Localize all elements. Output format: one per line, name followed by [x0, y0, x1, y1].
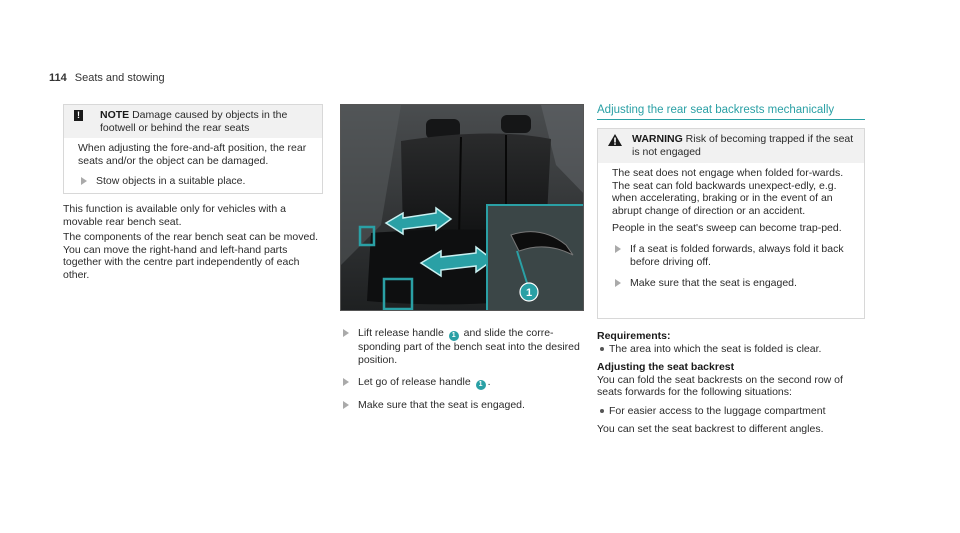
backrest-heading: Adjusting the seat backrest: [597, 361, 735, 373]
bullet-icon: [600, 347, 604, 351]
warning-body: [598, 163, 864, 290]
note-header: [64, 105, 322, 138]
note-step: [78, 175, 314, 188]
note-paragraph: When adjusting the fore-and-aft position, the rear seats and/or the object can be damaged.: [78, 142, 307, 167]
section-title: Adjusting the rear seat backrests mechanically: [597, 104, 865, 120]
warning-step1-text: If a seat is folded forwards, always fold it back before driving off.: [630, 242, 844, 268]
warning-step2-text: Make sure that the seat is engaged.: [630, 276, 797, 289]
intro-paragraph-2: The components of the rear bench seat can be moved. You can move the right-hand and left-hand parts together with the centre part independently of each other.: [63, 231, 319, 281]
warning-box: [597, 128, 865, 319]
step1-text-a: Lift release handle: [358, 327, 444, 339]
requirements-item: [597, 343, 867, 356]
arrow-icon: [343, 378, 349, 386]
headrest-right: [501, 115, 531, 133]
note-label: NOTE: [100, 109, 130, 121]
bullet-icon: [600, 409, 604, 413]
arrow-icon: [615, 245, 621, 253]
warning-paragraph-2: People in the seat's sweep can become trap-ped.: [612, 222, 842, 234]
arrow-icon: [615, 279, 621, 287]
warning-title-text: Risk of becoming trapped if the seat is not engaged: [632, 133, 854, 158]
intro-paragraph-1: This function is available only for vehicles with a movable rear bench seat.: [63, 203, 286, 228]
step-engaged: [340, 399, 584, 412]
step1-text-b: and slide the corre-sponding part of the bench seat into the desired position.: [358, 327, 580, 366]
rear-seat-illustration: [341, 105, 584, 311]
warning-paragraph-1: The seat does not engage when folded for-wards. The seat can fold backwards unexpect-edly, e.g. when accelerating, braking or in the event of an abrupt change of direction or an accident.: [612, 167, 844, 217]
step-release-handle: [340, 376, 584, 390]
warning-header: [598, 129, 864, 163]
backrest-item-text: For easier access to the luggage compartment: [609, 404, 826, 417]
warning-step-2: [612, 277, 856, 290]
callout-badge: 1: [476, 380, 486, 390]
step3-text: Make sure that the seat is engaged.: [358, 399, 525, 411]
arrow-icon: [343, 401, 349, 409]
step2-text-a: Let go of release handle: [358, 376, 471, 388]
requirements-heading: Requirements:: [597, 330, 671, 342]
rear-seat-figure: [340, 104, 584, 311]
arrow-icon: [343, 329, 349, 337]
note-title-text: Damage caused by objects in the footwell or behind the rear seats: [100, 109, 288, 134]
exclamation-icon: !: [74, 110, 83, 121]
arrow-icon: [81, 177, 87, 185]
note-box: [63, 104, 323, 194]
warning-label: WARNING: [632, 133, 683, 145]
requirements-and-backrest: [597, 330, 867, 442]
intro-text: [63, 203, 327, 284]
step2-text-b: .: [487, 376, 491, 388]
backrest-paragraph-1: You can fold the seat backrests on the second row of seats forwards for the following situations:: [597, 373, 843, 398]
step-lift-handle: [340, 327, 584, 367]
note-title: [100, 109, 315, 135]
backrest-paragraph-2: You can set the seat backrest to different angles.: [597, 423, 824, 435]
warning-title: [632, 133, 857, 159]
seat-slide-steps: [340, 327, 584, 421]
page-number: 114: [49, 72, 67, 84]
callout-badge: 1: [449, 331, 459, 341]
section-name: Seats and stowing: [74, 72, 165, 84]
warning-step-1: [612, 243, 856, 269]
page-header: [49, 72, 165, 84]
callout-label: 1: [525, 287, 533, 299]
note-body: [64, 138, 322, 188]
requirements-item-text: The area into which the seat is folded is clear.: [609, 342, 822, 355]
warning-triangle-icon: [608, 134, 622, 146]
note-step-text: Stow objects in a suitable place.: [96, 175, 246, 187]
backrest-item: [597, 405, 867, 418]
